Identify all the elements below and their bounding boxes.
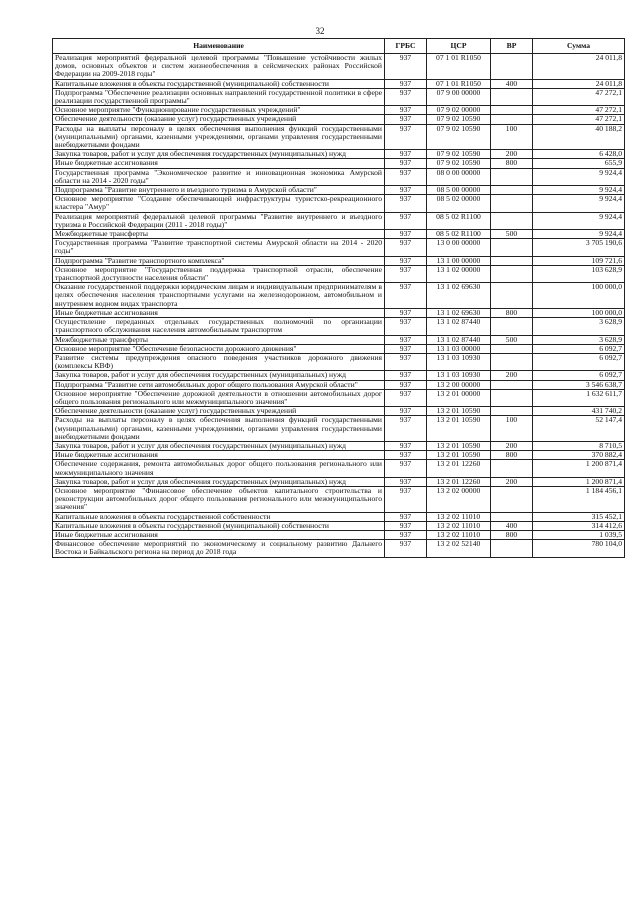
csr-cell: 13 2 01 00000 [427,389,491,406]
name-cell: Осуществление переданных отдельных государственных полномочий по организации транспортного обслуживания населения автомобильным транспортом [53,318,385,335]
name-cell: Основное мероприятие "Функционирование государственных учреждений" [53,106,385,115]
grbs-cell: 937 [385,88,427,105]
grbs-cell: 937 [385,212,427,229]
name-cell: Подпрограмма "Развитие сети автомобильных дорог общего пользования Амурской области" [53,380,385,389]
grbs-cell: 937 [385,530,427,539]
sum-cell: 47 272,1 [533,88,625,105]
sum-cell: 1 632 611,7 [533,389,625,406]
csr-cell: 13 0 00 00000 [427,239,491,256]
table-row [53,540,625,557]
csr-cell: 08 5 00 00000 [427,186,491,195]
vr-cell [491,115,533,124]
name-cell: Обеспечение деятельности (оказание услуг) государственных учреждений [53,115,385,124]
sum-cell: 1 039,5 [533,530,625,539]
name-cell: Межбюджетные трансферты [53,335,385,344]
vr-cell [491,239,533,256]
table-row [53,416,625,442]
sum-cell: 3 628,9 [533,335,625,344]
name-cell: Закупка товаров, работ и услуг для обеспечения государственных (муниципальных) нужд [53,371,385,380]
grbs-cell: 937 [385,512,427,521]
vr-cell: 400 [491,79,533,88]
grbs-cell: 937 [385,521,427,530]
sum-cell: 315 452,1 [533,512,625,521]
csr-cell: 13 2 01 12260 [427,477,491,486]
csr-cell: 13 2 01 10590 [427,416,491,442]
csr-cell: 13 1 02 00000 [427,265,491,282]
sum-cell: 3 705 190,6 [533,239,625,256]
name-cell: Реализация мероприятий федеральной целевой программы "Развитие внутреннего и въездного туризма в Российской Федерации (2011 - 2018 годы)" [53,212,385,229]
name-cell: Закупка товаров, работ и услуг для обеспечения государственных (муниципальных) нужд [53,441,385,450]
grbs-cell: 937 [385,416,427,442]
csr-cell: 07 9 02 10590 [427,115,491,124]
csr-cell: 13 2 02 11010 [427,512,491,521]
sum-cell: 655,9 [533,159,625,168]
table-row [53,486,625,512]
table-row [53,230,625,239]
name-cell: Расходы на выплаты персоналу в целях обеспечения выполнения функций государственными (муниципальными) органами, казенными учреждениями, органами управления государственными внебюджетными фондами [53,416,385,442]
vr-cell [491,540,533,557]
csr-cell: 07 9 02 10590 [427,150,491,159]
csr-cell: 13 1 03 10930 [427,353,491,370]
sum-cell: 780 104,0 [533,540,625,557]
name-cell: Основное мероприятие "Государственная поддержка транспортной отрасли, обеспечение транспортной доступности населения области" [53,265,385,282]
table-row [53,512,625,521]
csr-cell: 13 1 03 10930 [427,371,491,380]
sum-cell: 109 721,6 [533,256,625,265]
vr-cell: 200 [491,150,533,159]
name-cell: Капитальные вложения в объекты государственной (муниципальной) собственности [53,521,385,530]
table-row [53,283,625,309]
grbs-cell: 937 [385,115,427,124]
vr-cell: 200 [491,371,533,380]
table-row [53,159,625,168]
csr-cell: 13 2 02 11010 [427,530,491,539]
csr-cell: 13 2 01 12260 [427,460,491,477]
grbs-cell: 937 [385,150,427,159]
page-number: 32 [315,26,325,36]
vr-cell [491,212,533,229]
table-row [53,530,625,539]
grbs-cell: 937 [385,407,427,416]
vr-cell [491,256,533,265]
table-row [53,124,625,150]
table-row [53,389,625,406]
name-cell: Государственная программа "Развитие транспортной системы Амурской области на 2014 - 2020 годы" [53,239,385,256]
grbs-cell: 937 [385,106,427,115]
csr-cell: 08 5 02 00000 [427,195,491,212]
sum-cell: 103 628,9 [533,265,625,282]
grbs-cell: 937 [385,265,427,282]
vr-cell: 500 [491,230,533,239]
name-cell: Подпрограмма "Развитие транспортного комплекса" [53,256,385,265]
sum-cell: 9 924,4 [533,230,625,239]
grbs-cell: 937 [385,239,427,256]
csr-cell: 07 1 01 R1050 [427,79,491,88]
name-cell: Обеспечение содержания, ремонта автомобильных дорог общего пользования регионального или межмуниципального значения [53,460,385,477]
name-cell: Подпрограмма "Обеспечение реализации основных направлений государственной политики в сфере реализации государственной программы" [53,88,385,105]
sum-cell: 40 188,2 [533,124,625,150]
vr-cell: 800 [491,530,533,539]
table-row [53,353,625,370]
name-cell: Капитальные вложения в объекты государственной собственности [53,512,385,521]
grbs-cell: 937 [385,195,427,212]
grbs-cell: 937 [385,283,427,309]
sum-cell: 314 412,6 [533,521,625,530]
sum-cell: 3 628,9 [533,318,625,335]
vr-cell [491,407,533,416]
csr-cell: 13 1 02 69630 [427,308,491,317]
grbs-cell: 937 [385,477,427,486]
sum-cell: 6 092,7 [533,353,625,370]
csr-cell: 13 2 02 11010 [427,521,491,530]
sum-cell: 6 428,0 [533,150,625,159]
table-header-row [53,39,625,54]
name-cell: Межбюджетные трансферты [53,230,385,239]
table-row [53,79,625,88]
name-cell: Иные бюджетные ассигнования [53,159,385,168]
csr-cell: 13 1 02 87440 [427,335,491,344]
vr-cell [491,460,533,477]
vr-cell [491,318,533,335]
name-cell: Иные бюджетные ассигнования [53,308,385,317]
grbs-cell: 937 [385,353,427,370]
grbs-cell: 937 [385,54,427,80]
table-row [53,344,625,353]
table-row [53,88,625,105]
csr-cell: 07 9 02 10590 [427,159,491,168]
grbs-cell: 937 [385,159,427,168]
table-row [53,150,625,159]
grbs-cell: 937 [385,318,427,335]
sum-cell: 24 011,8 [533,54,625,80]
vr-cell [491,353,533,370]
grbs-cell: 937 [385,441,427,450]
csr-cell: 08 5 02 R1100 [427,212,491,229]
table-row [53,168,625,185]
grbs-cell: 937 [385,256,427,265]
name-cell: Закупка товаров, работ и услуг для обеспечения государственных (муниципальных) нужд [53,150,385,159]
csr-cell: 13 1 02 87440 [427,318,491,335]
name-cell: Основное мероприятие "Обеспечение безопасности дорожного движения" [53,344,385,353]
table-row [53,106,625,115]
table-row [53,460,625,477]
grbs-cell: 937 [385,168,427,185]
header-grbs: ГРБС [385,39,427,54]
name-cell: Государственная программа "Экономическое развитие и инновационная экономика Амурской области на 2014 - 2020 годы" [53,168,385,185]
vr-cell [491,283,533,309]
header-csr: ЦСР [427,39,491,54]
vr-cell [491,389,533,406]
sum-cell: 1 200 871,4 [533,477,625,486]
table-row [53,521,625,530]
sum-cell: 8 710,5 [533,441,625,450]
vr-cell: 100 [491,124,533,150]
csr-cell: 07 9 00 00000 [427,88,491,105]
table-row [53,318,625,335]
csr-cell: 13 1 00 00000 [427,256,491,265]
csr-cell: 13 2 02 00000 [427,486,491,512]
vr-cell [491,512,533,521]
sum-cell: 24 011,8 [533,79,625,88]
table-row [53,195,625,212]
vr-cell: 800 [491,451,533,460]
sum-cell: 6 092,7 [533,344,625,353]
vr-cell [491,186,533,195]
vr-cell: 200 [491,477,533,486]
grbs-cell: 937 [385,308,427,317]
grbs-cell: 937 [385,380,427,389]
sum-cell: 9 924,4 [533,195,625,212]
sum-cell: 52 147,4 [533,416,625,442]
sum-cell: 431 740,2 [533,407,625,416]
name-cell: Основное мероприятие "Обеспечение дорожной деятельности в отношении автомобильных дорог общего пользования регионального или межмуниципального значения" [53,389,385,406]
vr-cell: 800 [491,159,533,168]
sum-cell: 100 000,0 [533,283,625,309]
grbs-cell: 937 [385,460,427,477]
csr-cell: 13 2 01 10590 [427,451,491,460]
grbs-cell: 937 [385,486,427,512]
sum-cell: 6 092,7 [533,371,625,380]
csr-cell: 08 0 00 00000 [427,168,491,185]
grbs-cell: 937 [385,540,427,557]
sum-cell: 3 546 638,7 [533,380,625,389]
name-cell: Финансовое обеспечение мероприятий по экономическому и социальному развитию Дальнего Востока и Байкальского региона на период до 2018 года [53,540,385,557]
csr-cell: 07 1 01 R1050 [427,54,491,80]
name-cell: Иные бюджетные ассигнования [53,530,385,539]
table-row [53,308,625,317]
grbs-cell: 937 [385,344,427,353]
name-cell: Развитие системы предупреждения опасного поведения участников дорожного движения (комплексы КВФ) [53,353,385,370]
vr-cell: 800 [491,308,533,317]
csr-cell: 13 2 02 52140 [427,540,491,557]
vr-cell [491,265,533,282]
name-cell: Основное мероприятие "Финансовое обеспечение объектов капитального строительства и реконструкции автомобильных дорог общего пользования регионального или межмуниципального значения" [53,486,385,512]
grbs-cell: 937 [385,124,427,150]
sum-cell: 370 882,4 [533,451,625,460]
table-row [53,441,625,450]
vr-cell [491,344,533,353]
grbs-cell: 937 [385,79,427,88]
grbs-cell: 937 [385,371,427,380]
name-cell: Оказание государственной поддержки юридическим лицам и индивидуальным предпринимателям в целях обеспечения населения транспортными услугами на железнодорожном, автомобильном и внутреннем водном видах транспорта [53,283,385,309]
table-body [53,54,625,558]
budget-table [52,38,625,558]
name-cell: Закупка товаров, работ и услуг для обеспечения государственных (муниципальных) нужд [53,477,385,486]
header-name: Наименование [53,39,385,54]
csr-cell: 13 1 03 00000 [427,344,491,353]
vr-cell: 100 [491,416,533,442]
grbs-cell: 937 [385,230,427,239]
sum-cell: 9 924,4 [533,168,625,185]
table-row [53,451,625,460]
csr-cell: 13 2 01 10590 [427,441,491,450]
vr-cell: 500 [491,335,533,344]
csr-cell: 07 9 02 00000 [427,106,491,115]
name-cell: Расходы на выплаты персоналу в целях обеспечения выполнения функций государственными (муниципальными) органами, казенными учреждениями, органами управления государственными внебюджетными фондами [53,124,385,150]
name-cell: Подпрограмма "Развитие внутреннего и въездного туризма в Амурской области" [53,186,385,195]
grbs-cell: 937 [385,186,427,195]
name-cell: Капитальные вложения в объекты государственной (муниципальной) собственности [53,79,385,88]
vr-cell [491,106,533,115]
vr-cell [491,195,533,212]
csr-cell: 08 5 02 R1100 [427,230,491,239]
table-row [53,477,625,486]
vr-cell [491,380,533,389]
sum-cell: 9 924,4 [533,212,625,229]
vr-cell [491,54,533,80]
csr-cell: 13 1 02 69630 [427,283,491,309]
vr-cell [491,88,533,105]
name-cell: Основное мероприятие "Создание обеспечивающей инфраструктуры туристско-рекреационного кластера "Амур" [53,195,385,212]
grbs-cell: 937 [385,389,427,406]
table-row [53,371,625,380]
table-row [53,407,625,416]
grbs-cell: 937 [385,335,427,344]
header-sum: Сумма [533,39,625,54]
csr-cell: 07 9 02 10590 [427,124,491,150]
table-row [53,54,625,80]
sum-cell: 9 924,4 [533,186,625,195]
vr-cell [491,168,533,185]
sum-cell: 47 272,1 [533,106,625,115]
table-row [53,380,625,389]
table-row [53,186,625,195]
table-row [53,115,625,124]
table-row [53,256,625,265]
header-vr: ВР [491,39,533,54]
table-row [53,335,625,344]
csr-cell: 13 2 01 10590 [427,407,491,416]
sum-cell: 1 184 456,1 [533,486,625,512]
sum-cell: 47 272,1 [533,115,625,124]
grbs-cell: 937 [385,451,427,460]
table-row [53,239,625,256]
csr-cell: 13 2 00 00000 [427,380,491,389]
sum-cell: 1 200 871,4 [533,460,625,477]
table-row [53,212,625,229]
name-cell: Иные бюджетные ассигнования [53,451,385,460]
vr-cell: 200 [491,441,533,450]
vr-cell: 400 [491,521,533,530]
name-cell: Обеспечение деятельности (оказание услуг) государственных учреждений [53,407,385,416]
sum-cell: 100 000,0 [533,308,625,317]
vr-cell [491,486,533,512]
name-cell: Реализация мероприятий федеральной целевой программы "Повышение устойчивости жилых домов, основных объектов и систем жизнеобеспечения в сейсмических районах Российской Федерации на 2009-2018 годы" [53,54,385,80]
table-row [53,265,625,282]
